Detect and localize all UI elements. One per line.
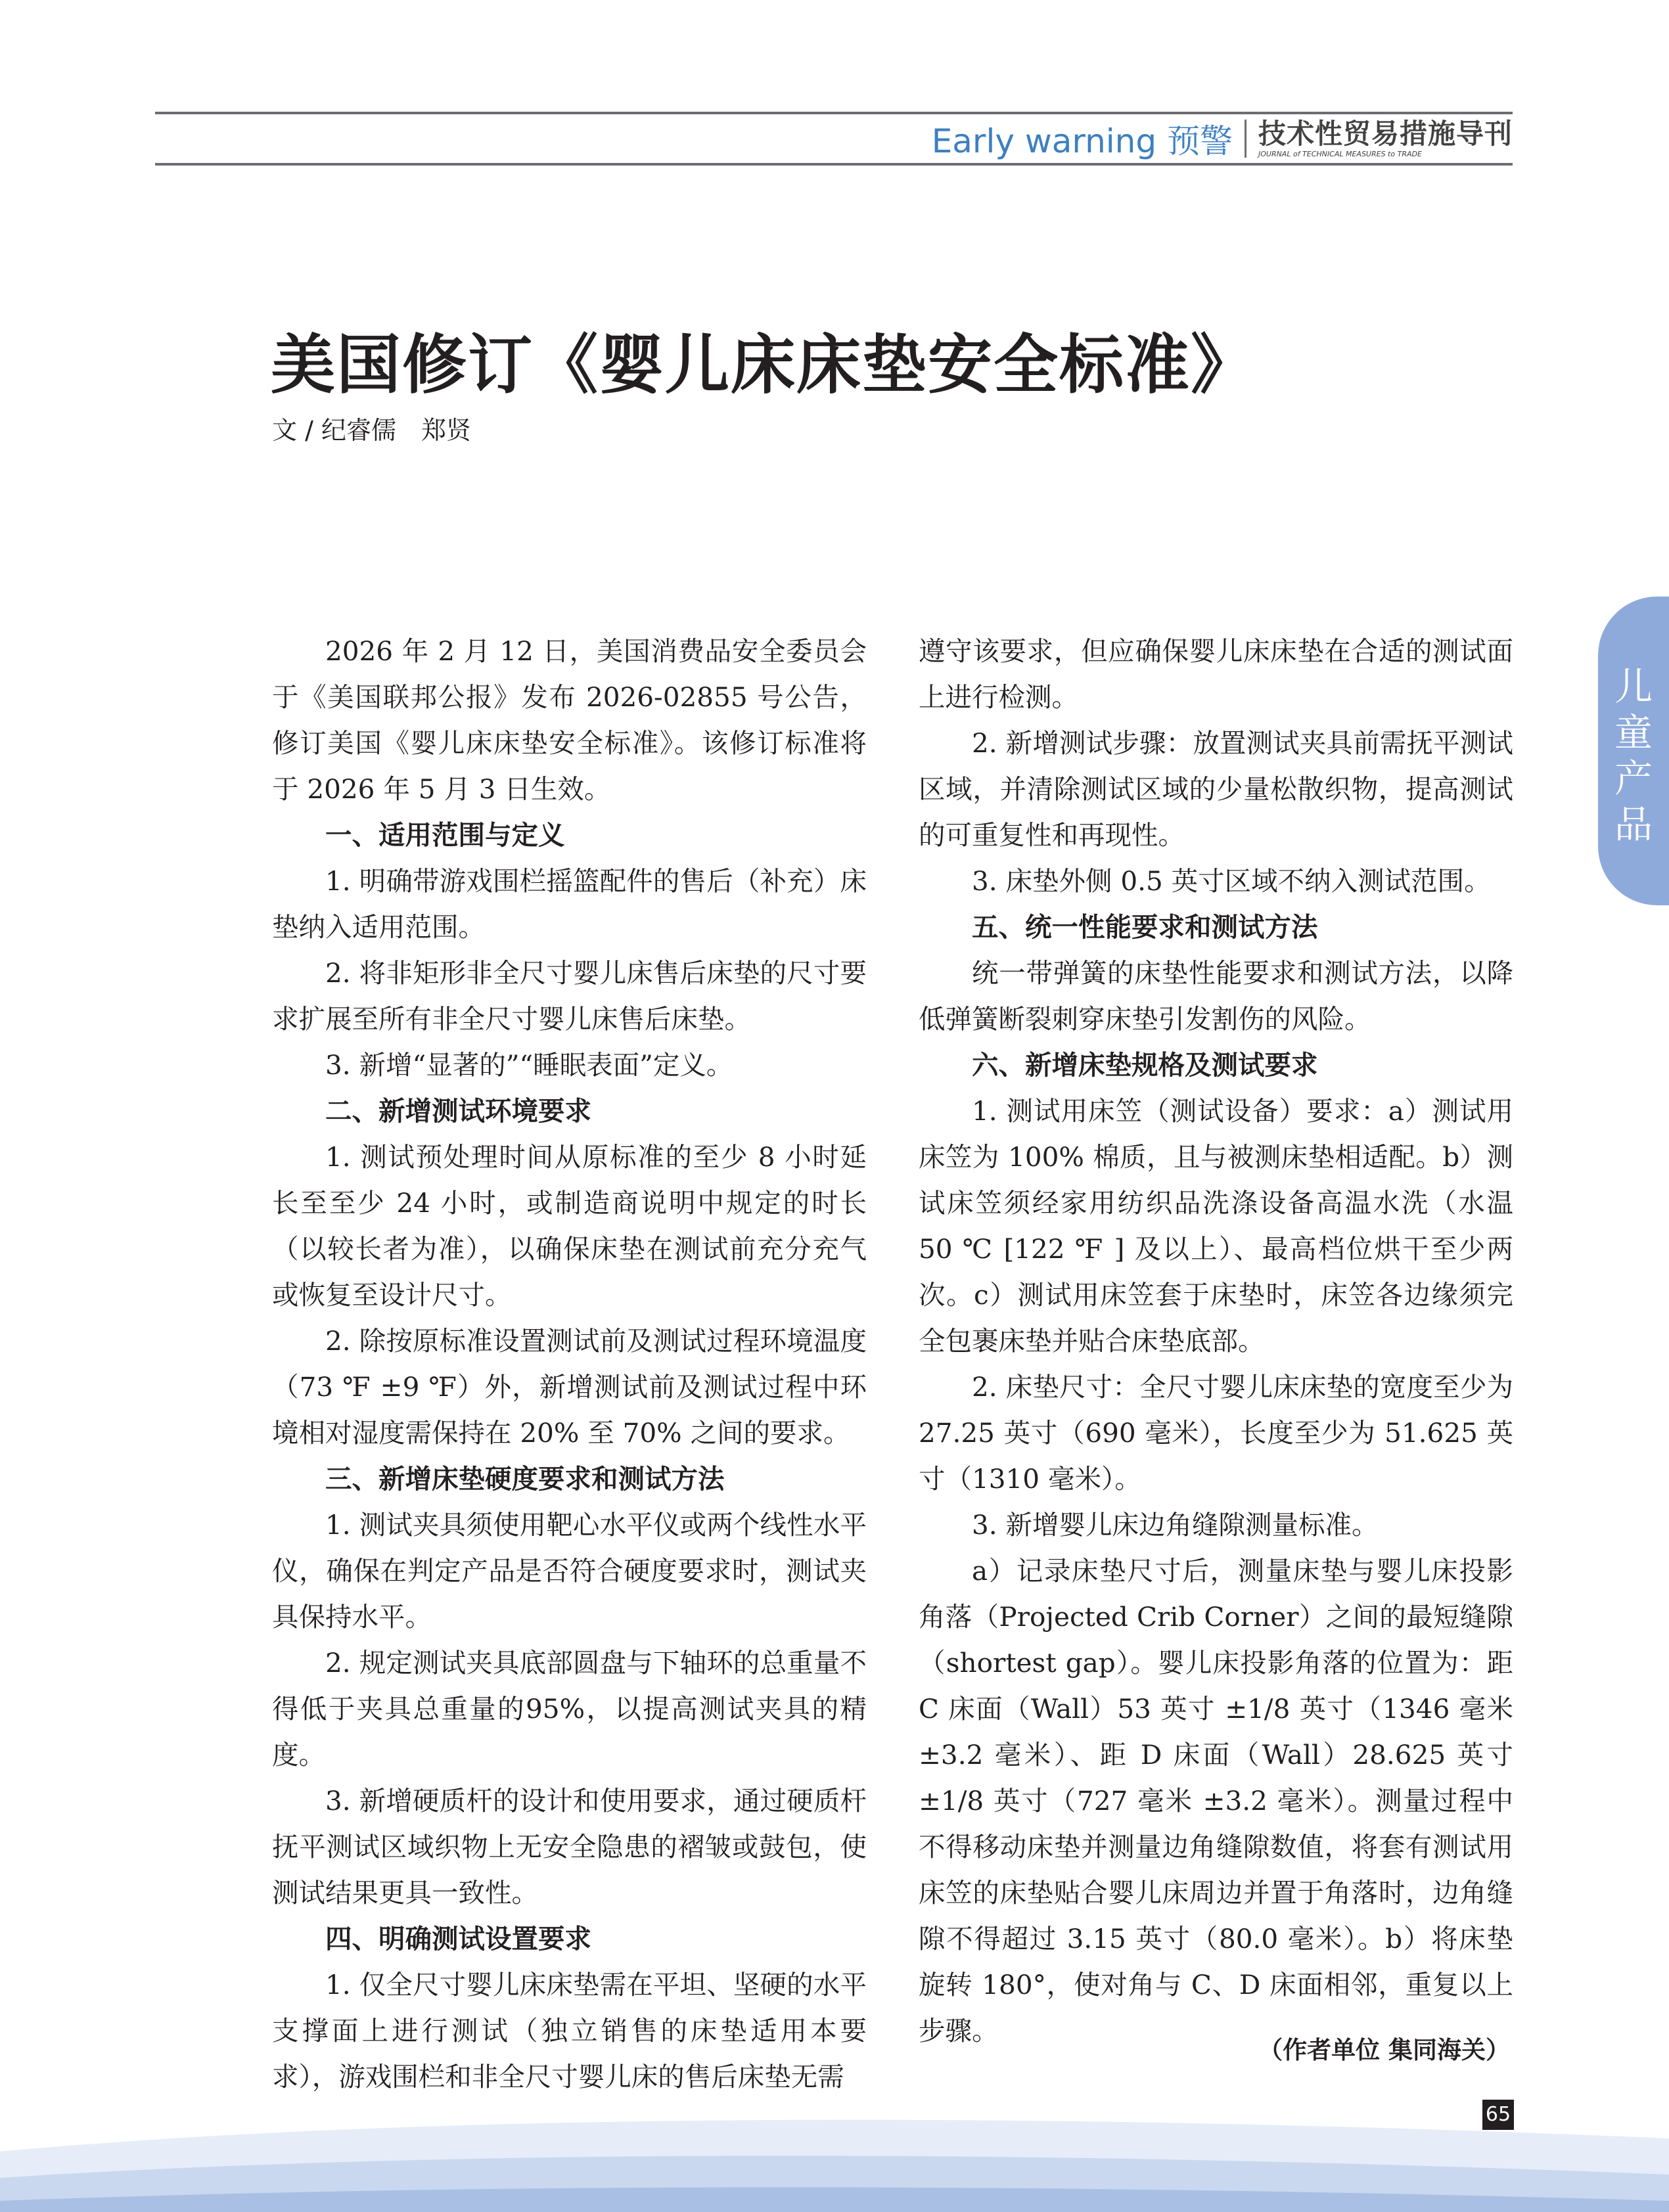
body-paragraph: 3. 新增婴儿床边角缝隙测量标准。 — [972, 1509, 1379, 1541]
body-paragraph: 1. 测试用床笠（测试设备）要求：a）测试用床笠为 100% 棉质，且与被测床垫相适配。b）测试床笠须经家用纺织品洗涤设备高温水洗（水温 50 ℃ [122 ℉ ] 及以上）、最高档位烘干至少两次。c）测试用床笠套于床垫时，床笠各边缘须完全包裹床垫并贴合床垫底部。 — [919, 1095, 1513, 1357]
body-paragraph: 统一带弹簧的床垫性能要求和测试方法，以降低弹簧断裂刺穿床垫引发割伤的风险。 — [919, 957, 1513, 1035]
body-paragraph: a）记录床垫尺寸后，测量床垫与婴儿床投影角落（Projected Crib Corner）之间的最短缝隙（shortest gap）。婴儿床投影角落的位置为：距 C 床面（Wall）53 英寸 ±1/8 英寸（1346 毫米 ±3.2 毫米）、距 D 床面（Wall）28.625 英寸 ±1/8 英寸（727 毫米 ±3.2 毫米）。测量过程中不得移动床垫并测量边角缝隙数值，将套有测试用床笠的床垫贴合婴儿床周边并置于角落时，边角缝隙不得超过 3.15 英寸（80.0 毫米）。b）将床垫旋转 180°，使对角与 C、D 床面相邻，重复以上步骤。 — [919, 1555, 1513, 2046]
early-warning-label: Early warning 预警 — [931, 122, 1233, 160]
journal-name-cn: 技术性贸易措施导刊 — [1258, 117, 1513, 150]
body-paragraph: 3. 新增硬质杆的设计和使用要求，通过硬质杆抚平测试区域织物上无安全隐患的褶皱或鼓包，使测试结果更具一致性。 — [272, 1785, 867, 1908]
page-number: 65 — [1482, 2100, 1514, 2130]
body-paragraph: 2026 年 2 月 12 日，美国消费品安全委员会于《美国联邦公报》发布 2026-02855 号公告，修订美国《婴儿床床垫安全标准》。该修订标准将于 2026 年 5 月 3 日生效。 — [272, 635, 867, 805]
body-paragraph: 1. 测试预处理时间从原标准的至少 8 小时延长至至少 24 小时，或制造商说明中规定的时长（以较长者为准），以确保床垫在测试前充分充气或恢复至设计尺寸。 — [272, 1141, 867, 1311]
article-title: 美国修订《婴儿床床垫安全标准》 — [271, 328, 1257, 403]
journal-logo — [1258, 117, 1513, 158]
body-paragraph: 1. 测试夹具须使用靶心水平仪或两个线性水平仪，确保在判定产品是否符合硬度要求时，测试夹具保持水平。 — [272, 1509, 867, 1633]
body-paragraph: 1. 明确带游戏围栏摇篮配件的售后（补充）床垫纳入适用范围。 — [272, 865, 867, 943]
body-paragraph: 2. 除按原标准设置测试前及测试过程环境温度（73 ℉ ±9 ℉）外，新增测试前及测试过程中环境相对湿度需保持在 20% 至 70% 之间的要求。 — [272, 1325, 867, 1449]
author-unit: （作者单位 集同海关） — [1258, 2036, 1510, 2064]
body-paragraph: 遵守该要求，但应确保婴儿床床垫在合适的测试面上进行检测。 — [919, 635, 1513, 713]
body-paragraph: 1. 仅全尺寸婴儿床床垫需在平坦、坚硬的水平支撑面上进行测试（独立销售的床垫适用本要求），游戏围栏和非全尺寸婴儿床的售后床垫无需 — [272, 1969, 867, 2092]
header-rule-bottom — [155, 163, 1513, 166]
body-column-left — [272, 628, 867, 2100]
body-column-right — [919, 628, 1513, 2054]
body-paragraph: 2. 规定测试夹具底部圆盘与下轴环的总重量不得低于夹具总重量的95%，以提高测试夹具的精度。 — [272, 1647, 867, 1771]
section-heading: 六、新增床垫规格及测试要求 — [972, 1049, 1318, 1081]
body-paragraph: 3. 新增“显著的”“睡眠表面”定义。 — [325, 1049, 733, 1081]
section-heading: 五、统一性能要求和测试方法 — [972, 911, 1318, 943]
section-heading: 二、新增测试环境要求 — [325, 1095, 591, 1127]
body-paragraph: 3. 床垫外侧 0.5 英寸区域不纳入测试范围。 — [972, 865, 1491, 897]
header-divider — [1245, 120, 1246, 158]
body-paragraph: 2. 床垫尺寸：全尺寸婴儿床床垫的宽度至少为 27.25 英寸（690 毫米），长度至少为 51.625 英寸（1310 毫米）。 — [919, 1371, 1513, 1495]
running-header — [932, 116, 1513, 162]
journal-name-en: JOURNAL of TECHNICAL MEASURES to TRADE — [1258, 149, 1422, 158]
section-heading: 四、明确测试设置要求 — [325, 1923, 591, 1954]
body-paragraph: 2. 新增测试步骤：放置测试夹具前需抚平测试区域，并清除测试区域的少量松散织物，提高测试的可重复性和再现性。 — [919, 727, 1513, 851]
article-byline: 文 / 纪睿儒 郑贤 — [272, 416, 471, 445]
section-heading: 三、新增床垫硬度要求和测试方法 — [325, 1463, 725, 1495]
section-heading: 一、适用范围与定义 — [325, 819, 565, 851]
section-tab-label: 儿童产品 — [1614, 664, 1653, 847]
footer-wave — [0, 2102, 1669, 2212]
header-rule-top — [155, 112, 1513, 114]
body-paragraph: 2. 将非矩形非全尺寸婴儿床售后床垫的尺寸要求扩展至所有非全尺寸婴儿床售后床垫。 — [272, 957, 867, 1035]
